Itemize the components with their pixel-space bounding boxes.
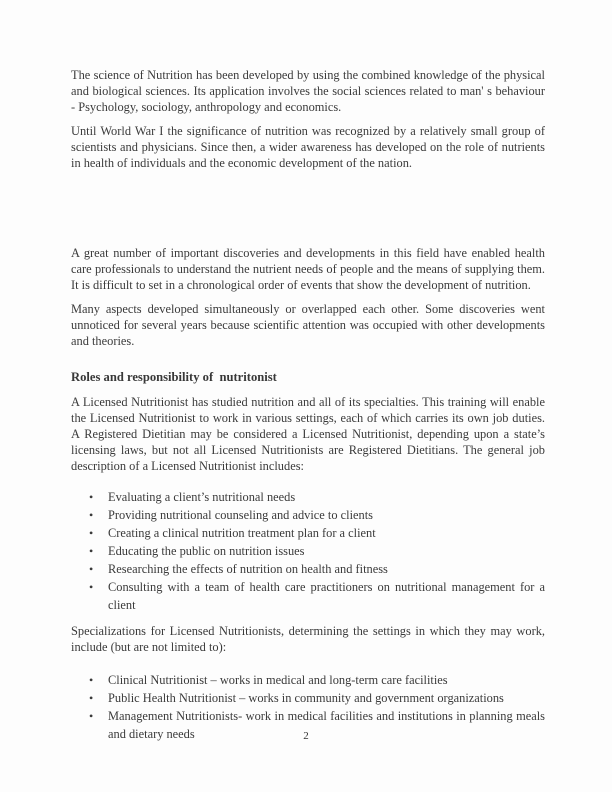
blank-space xyxy=(71,179,545,245)
bullet-icon: • xyxy=(89,562,94,576)
paragraph-nutrition-science: The science of Nutrition has been developed by using the combined knowledge of the physical and biological sciences. Its application involves the social sciences related to man' s behaviour - Psychology, sociology, anthropology and economics. xyxy=(71,68,545,114)
specialization-text: Management Nutritionists- work in medical facilities and institutions in planning meals and dietary needs xyxy=(108,709,545,741)
bullet-icon: • xyxy=(89,544,94,558)
duty-text: Evaluating a client’s nutritional needs xyxy=(108,490,296,504)
paragraph-specializations: Specializations for Licensed Nutritionists, determining the settings in which they may work, include (but are not limited to): xyxy=(71,624,545,654)
duty-item xyxy=(89,578,545,614)
bullet-icon: • xyxy=(89,526,94,540)
duty-text: Consulting with a team of health care practitioners on nutritional management for a client xyxy=(108,580,545,612)
specialization-text: Public Health Nutritionist – works in community and government organizations xyxy=(108,691,504,705)
paragraph-licensed-nutritionist: A Licensed Nutritionist has studied nutrition and all of its specialties. This training will enable the Licensed Nutritionist to work in various settings, each of which carries its own job duties. A Registered Dietitian may be considered a Licensed Nutritionist, depending upon a state’s licensing laws, but not all Licensed Nutritionists are Registered Dietitians. The general job description of a Licensed Nutritionist includes: xyxy=(71,395,545,473)
duty-item xyxy=(89,524,545,542)
bullet-icon: • xyxy=(89,673,94,687)
specialization-item xyxy=(89,689,545,707)
paragraph-world-war: Until World War I the significance of nutrition was recognized by a relatively small group of scientists and physicians. Since then, a wider awareness has developed on the role of nutrients in health of individuals and the economic development of the nation. xyxy=(71,124,545,170)
duty-item xyxy=(89,506,545,524)
duty-item xyxy=(89,560,545,578)
document-body xyxy=(71,0,545,752)
paragraph-discoveries: A great number of important discoveries and developments in this field have enabled health care professionals to understand the nutrient needs of people and the means of supplying them. It is difficult to set in a chronological order of events that show the development of nutrition. xyxy=(71,246,545,292)
bullet-icon: • xyxy=(89,691,94,705)
paragraph-overlap: Many aspects developed simultaneously or overlapped each other. Some discoveries went unnoticed for several years because scientific attention was occupied with other developments and theories. xyxy=(71,302,545,348)
page-number: 2 xyxy=(303,730,309,742)
duty-text: Educating the public on nutrition issues xyxy=(108,544,305,558)
specialization-item xyxy=(89,671,545,689)
bullet-icon: • xyxy=(89,709,94,723)
duties-list xyxy=(71,488,545,614)
duty-text: Researching the effects of nutrition on health and fitness xyxy=(108,562,388,576)
duty-text: Creating a clinical nutrition treatment plan for a client xyxy=(108,526,376,540)
duty-item xyxy=(89,542,545,560)
duty-item xyxy=(89,488,545,506)
specialization-text: Clinical Nutritionist – works in medical and long-term care facilities xyxy=(108,673,448,687)
bullet-icon: • xyxy=(89,508,94,522)
bullet-icon: • xyxy=(89,580,94,594)
duty-text: Providing nutritional counseling and advice to clients xyxy=(108,508,373,522)
section-heading-roles: Roles and responsibility of nutritonist xyxy=(71,370,277,384)
bullet-icon: • xyxy=(89,490,94,504)
